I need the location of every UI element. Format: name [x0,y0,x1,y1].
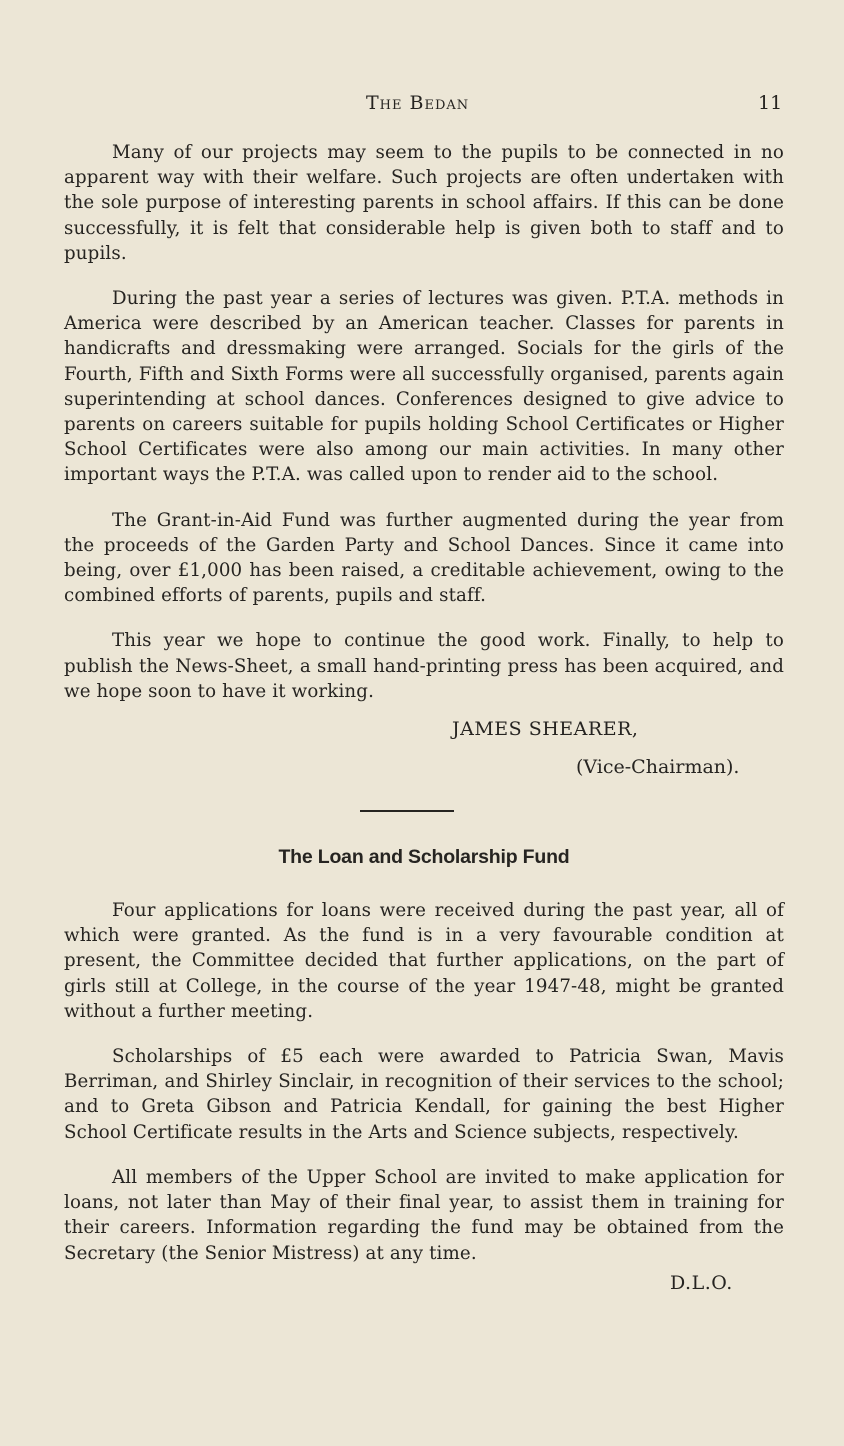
page-number: 11 [758,92,783,114]
signature-name: JAMES SHEARER, [452,718,639,741]
paragraph: Many of our projects may seem to the pupils to be connected in no apparent way with their welfare. Such projects are often undertaken with the sole purpose of interesting parents in school affairs. If this can be done successfully, it is felt that considerable help is given both to staff and to pupils. [64,142,784,264]
paragraph: Scholarships of £5 each were awarded to Patricia Swan, Mavis Berriman, and Shirley Sinclair, in recognition of their services to the school; and to Greta Gibson and Patricia Kendall, for gaining the best Higher School Certificate results in the Arts and Science subjects, respectively. [64,1046,784,1143]
paragraph: The Grant-in-Aid Fund was further augmented during the year from the proceeds of the Garden Party and School Dances. Since it came into being, over £1,000 has been raised, a creditable achievement, owing to the combined efforts of parents, pupils and staff. [64,509,784,607]
paragraph: Four applications for loans were received during the past year, all of which were granted. As the fund is in a very favourable condition at present, the Committee decided that further applications, on the part of girls still at College, in the course of the year 1947-48, might be granted without a further meeting. [64,900,784,1022]
section-divider [360,810,454,812]
running-header [0,92,844,122]
author-initials: D.L.O. [670,1271,733,1294]
paragraph: All members of the Upper School are invited to make application for loans, not later than May of their final year, to assist them in training for their careers. Information regarding the fund may be obtained from the Secretary (the Senior Mistress) at any time. [64,1166,784,1264]
journal-title: The Bedan [366,92,470,114]
article-body [64,140,784,1296]
loan-scholarship-section [64,846,784,1296]
paragraph: During the past year a series of lectures was given. P.T.A. methods in America were described by an American teacher. Classes for parents in handicrafts and dressmaking were arranged. Socials for the girls of the Fourth, Fifth and Sixth Forms were all successfully organised, parents again superintending at school dances. Conferences designed to give advice to parents on careers suitable for pupils holding School Certificates or Higher School Certificates were also among our main activities. In many other important ways the P.T.A. was called upon to render aid to the school. [64,288,784,486]
paragraph: This year we hope to continue the good work. Finally, to help to publish the News-Sheet, a small hand-printing press has been acquired, and we hope soon to have it working. [64,630,784,702]
section-heading: The Loan and Scholarship Fund [278,846,570,869]
pta-report-section [64,140,784,780]
signature-role: (Vice-Chairman). [576,756,740,779]
